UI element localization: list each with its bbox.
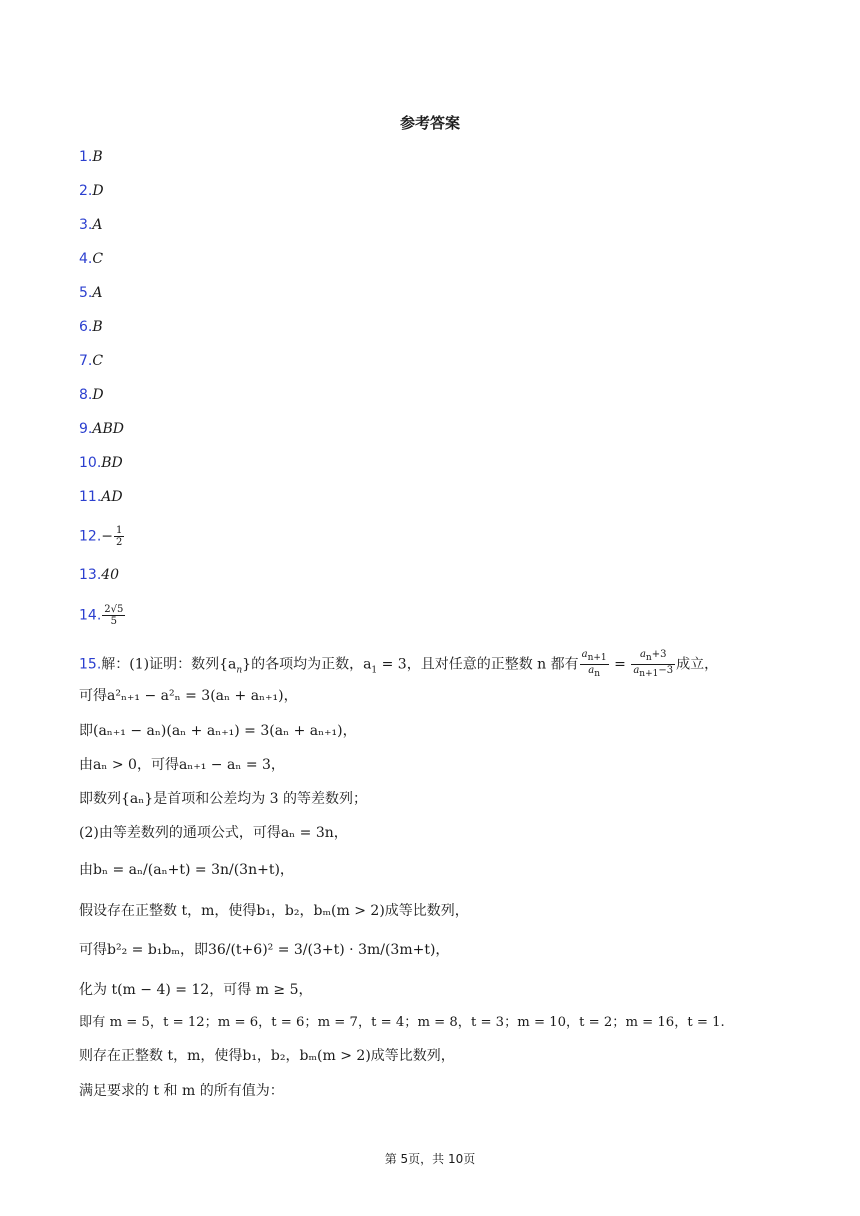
q15-line-9: 可得b²₂ = b₁bₘ，即36/(t+6)² = 3/(3+t) · 3m/(3m+t)，: [79, 942, 450, 958]
answer-value: BD: [101, 455, 123, 471]
answer-item: [79, 488, 123, 506]
answer-item: [79, 284, 102, 302]
answer-item: [79, 216, 102, 234]
answer-value: A: [92, 217, 103, 233]
q15-line-10: 化为 t(m − 4) = 12，可得 m ≥ 5，: [79, 982, 313, 998]
answer-value: A: [92, 285, 103, 301]
answer-value: C: [92, 353, 104, 369]
answer-number: 7.: [79, 353, 93, 369]
fraction-denominator: 5: [110, 616, 117, 627]
answer-number: 9.: [79, 421, 93, 437]
answer-number: 6.: [79, 319, 93, 335]
q15-line-11: 即有 m = 5，t = 12；m = 6，t = 6；m = 7，t = 4；m = 8，t = 3；m = 10，t = 2；m = 16，t = 1.: [79, 1015, 725, 1030]
q15-line-6: (2)由等差数列的通项公式，可得aₙ = 3n，: [79, 825, 348, 841]
answer-number: 11.: [79, 489, 102, 505]
answer-number: 1.: [79, 149, 93, 165]
q15-line-3: 即(aₙ₊₁ − aₙ)(aₙ + aₙ₊₁) = 3(aₙ + aₙ₊₁)，: [79, 723, 357, 739]
answer-item: [79, 454, 123, 472]
answer-number: 3.: [79, 217, 93, 233]
answer-value: D: [92, 183, 104, 199]
q15-line-12: 则存在正整数 t，m，使得b₁，b₂，bₘ(m > 2)成等比数列，: [79, 1048, 455, 1064]
answer-item: [79, 148, 103, 166]
fraction-numerator: 2√5: [104, 604, 124, 615]
answer-item: [79, 182, 104, 200]
page-title: 参考答案: [399, 114, 460, 132]
answer-item: [79, 250, 103, 268]
answer-number: 4.: [79, 251, 93, 267]
q15-line-2: 可得a²ₙ₊₁ − a²ₙ = 3(aₙ + aₙ₊₁)，: [79, 688, 298, 704]
answer-value: B: [92, 149, 103, 165]
answer-value: 40: [101, 567, 120, 583]
answer-item: [79, 566, 119, 584]
fraction-numerator: 1: [116, 525, 123, 536]
answer-item: [79, 352, 103, 370]
answer-number: 10.: [79, 455, 102, 471]
q15-number: 15.: [79, 656, 102, 673]
answer-number: 2.: [79, 183, 93, 199]
answer-item: [79, 318, 103, 336]
answer-number: 13.: [79, 567, 102, 583]
answer-value: C: [92, 251, 104, 267]
q15-line-13: 满足要求的 t 和 m 的所有值为：: [79, 1083, 284, 1099]
answer-value: ABD: [92, 421, 124, 437]
answer-number: 14.: [79, 607, 102, 624]
answer-number: 5.: [79, 285, 93, 301]
answer-fraction: [114, 525, 124, 548]
answer-value: AD: [101, 489, 123, 505]
q15-line-5: 即数列{aₙ}是首项和公差均为 3 的等差数列；: [79, 791, 368, 807]
answer-value: B: [92, 319, 103, 335]
answer-fraction: [102, 604, 125, 627]
q15-line-7: 由bₙ = aₙ/(aₙ+t) = 3n/(3n+t)，: [79, 862, 294, 878]
q15-fraction-left: $\frac{a_{n+1}}{a_n}$: [581, 649, 607, 679]
answer-value: D: [92, 387, 104, 403]
answer-number: 8.: [79, 387, 93, 403]
q15-line-8: 假设存在正整数 t，m，使得b₁，b₂，bₘ(m > 2)成等比数列，: [79, 903, 469, 919]
q15-line-4: 由aₙ > 0，可得aₙ₊₁ − aₙ = 3，: [79, 757, 285, 773]
answer-item: [79, 420, 124, 438]
answer-value: −: [101, 528, 113, 545]
page-footer: 第 5页，共 10页: [384, 1152, 476, 1166]
answer-number: 12.: [79, 528, 102, 545]
answer-item: [79, 525, 125, 548]
q15-line-1: 15.解：(1)证明：数列$\{a_n\}$的各项均为正数，$a_1 = 3$，且对任意的正整数 n 都有 $\frac{a_{n+1}}{a_n}$ = $\frac{a_n+3}{a_{n+1}-3}$ 成立，: [79, 649, 719, 679]
answer-item: [79, 386, 104, 404]
q15-fraction-right: $\frac{a_n+3}{a_{n+1}-3}$: [633, 649, 674, 679]
answer-item: [79, 604, 126, 627]
fraction-denominator: 2: [116, 537, 123, 548]
